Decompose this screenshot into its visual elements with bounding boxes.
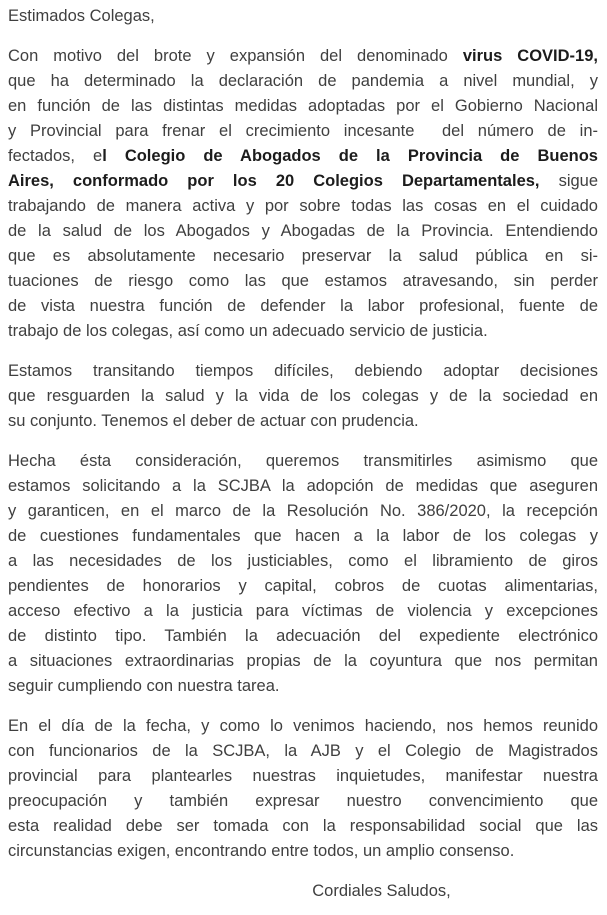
letter-body [8, 4, 598, 864]
text-segment-bold: l Colegio de Abogados de la Provincia de Buenos [102, 147, 598, 165]
letter-line [8, 269, 598, 294]
text-segment: estamos solicitando a la SCJBA la adopción de medidas que aseguren [8, 477, 598, 495]
text-segment: trabajo de los colegas, así como un adecuado servicio de justicia. [8, 322, 488, 340]
letter-line [8, 624, 598, 649]
paragraph [8, 714, 598, 864]
letter-line [8, 714, 598, 739]
text-segment: esta realidad debe ser tomada con la responsabilidad social que las [8, 817, 598, 835]
text-segment: su conjunto. Tenemos el deber de actuar con prudencia. [8, 412, 419, 430]
text-segment: Hecha ésta consideración, queremos transmitirles asimismo que [8, 452, 598, 470]
letter-line [8, 474, 598, 499]
text-segment: y Provincial para frenar el crecimiento incesante del número de in- [8, 122, 598, 140]
letter-line [8, 169, 598, 194]
text-segment: seguir cumpliendo con nuestra tarea. [8, 677, 280, 695]
text-segment: de cuestiones fundamentales que hacen a la labor de los colegas y [8, 527, 598, 545]
text-segment: de vista nuestra función de defender la labor profesional, fuente de [8, 297, 598, 315]
letter-line [8, 764, 598, 789]
letter-line [8, 599, 598, 624]
paragraph [8, 449, 598, 699]
text-segment: tuaciones de riesgo como las que estamos atravesando, sin perder [8, 272, 598, 290]
letter-line [8, 449, 598, 474]
letter-line [8, 789, 598, 814]
text-segment: que es absolutamente necesario preservar la salud pública en si- [8, 247, 598, 265]
text-segment: en función de las distintas medidas adoptadas por el Gobierno Nacional [8, 97, 598, 115]
letter-line [8, 294, 598, 319]
paragraph [8, 4, 598, 29]
text-segment-bold: Aires, conformado por los 20 Colegios Departamentales, [8, 172, 540, 190]
text-segment: a las necesidades de los justiciables, como el libramiento de giros [8, 552, 598, 570]
text-segment: Estamos transitando tiempos difíciles, debiendo adoptar decisiones [8, 362, 598, 380]
paragraph [8, 44, 598, 344]
letter-line [8, 69, 598, 94]
letter-line [8, 549, 598, 574]
text-segment: que ha determinado la declaración de pandemia a nivel mundial, y [8, 72, 598, 90]
letter-line [8, 384, 598, 409]
text-segment: y garanticen, en el marco de la Resolución No. 386/2020, la recepción [8, 502, 598, 520]
letter-line [8, 319, 598, 344]
letter-line [8, 119, 598, 144]
letter-line [8, 194, 598, 219]
letter-line [8, 409, 598, 434]
letter-line [8, 359, 598, 384]
text-segment: En el día de la fecha, y como lo venimos haciendo, nos hemos reunido [8, 717, 598, 735]
text-segment: a situaciones extraordinarias propias de la coyuntura que nos permitan [8, 652, 598, 670]
text-segment: Estimados Colegas, [8, 7, 155, 25]
letter-line [8, 839, 598, 864]
closing-salutation: Cordiales Saludos, [312, 882, 451, 900]
letter-line [8, 144, 598, 169]
letter-line [8, 649, 598, 674]
letter-line [8, 574, 598, 599]
text-segment-bold: virus COVID-19, [462, 47, 598, 65]
letter-line [8, 4, 598, 29]
letter-line [8, 499, 598, 524]
text-segment: sigue [539, 172, 599, 190]
text-segment: circunstancias exigen, encontrando entre todos, un amplio consenso. [8, 842, 515, 860]
letter-line [8, 674, 598, 699]
text-segment: provincial para plantearles nuestras inquietudes, manifestar nuestra [8, 767, 598, 785]
text-segment: acceso efectivo a la justicia para víctimas de violencia y excepciones [8, 602, 598, 620]
text-segment: trabajando de manera activa y por sobre todas las cosas en el cuidado [8, 197, 598, 215]
text-segment: con funcionarios de la SCJBA, la AJB y el Colegio de Magistrados [8, 742, 598, 760]
text-segment: fectados, e [8, 147, 103, 165]
text-segment: que resguarden la salud y la vida de los colegas y de la sociedad en [8, 387, 598, 405]
letter-line [8, 244, 598, 269]
letter-line [8, 814, 598, 839]
text-segment: de distinto tipo. También la adecuación del expediente electrónico [8, 627, 598, 645]
paragraph [8, 359, 598, 434]
text-segment: pendientes de honorarios y capital, cobros de cuotas alimentarias, [8, 577, 598, 595]
letter-line [8, 524, 598, 549]
letter-line [8, 219, 598, 244]
letter-line [8, 44, 598, 69]
text-segment: Con motivo del brote y expansión del denominado [8, 47, 463, 65]
text-segment: de la salud de los Abogados y Abogadas de la Provincia. Entendiendo [8, 222, 598, 240]
letter-line [8, 739, 598, 764]
text-segment: preocupación y también expresar nuestro convencimiento que [8, 792, 598, 810]
letter-line [8, 94, 598, 119]
